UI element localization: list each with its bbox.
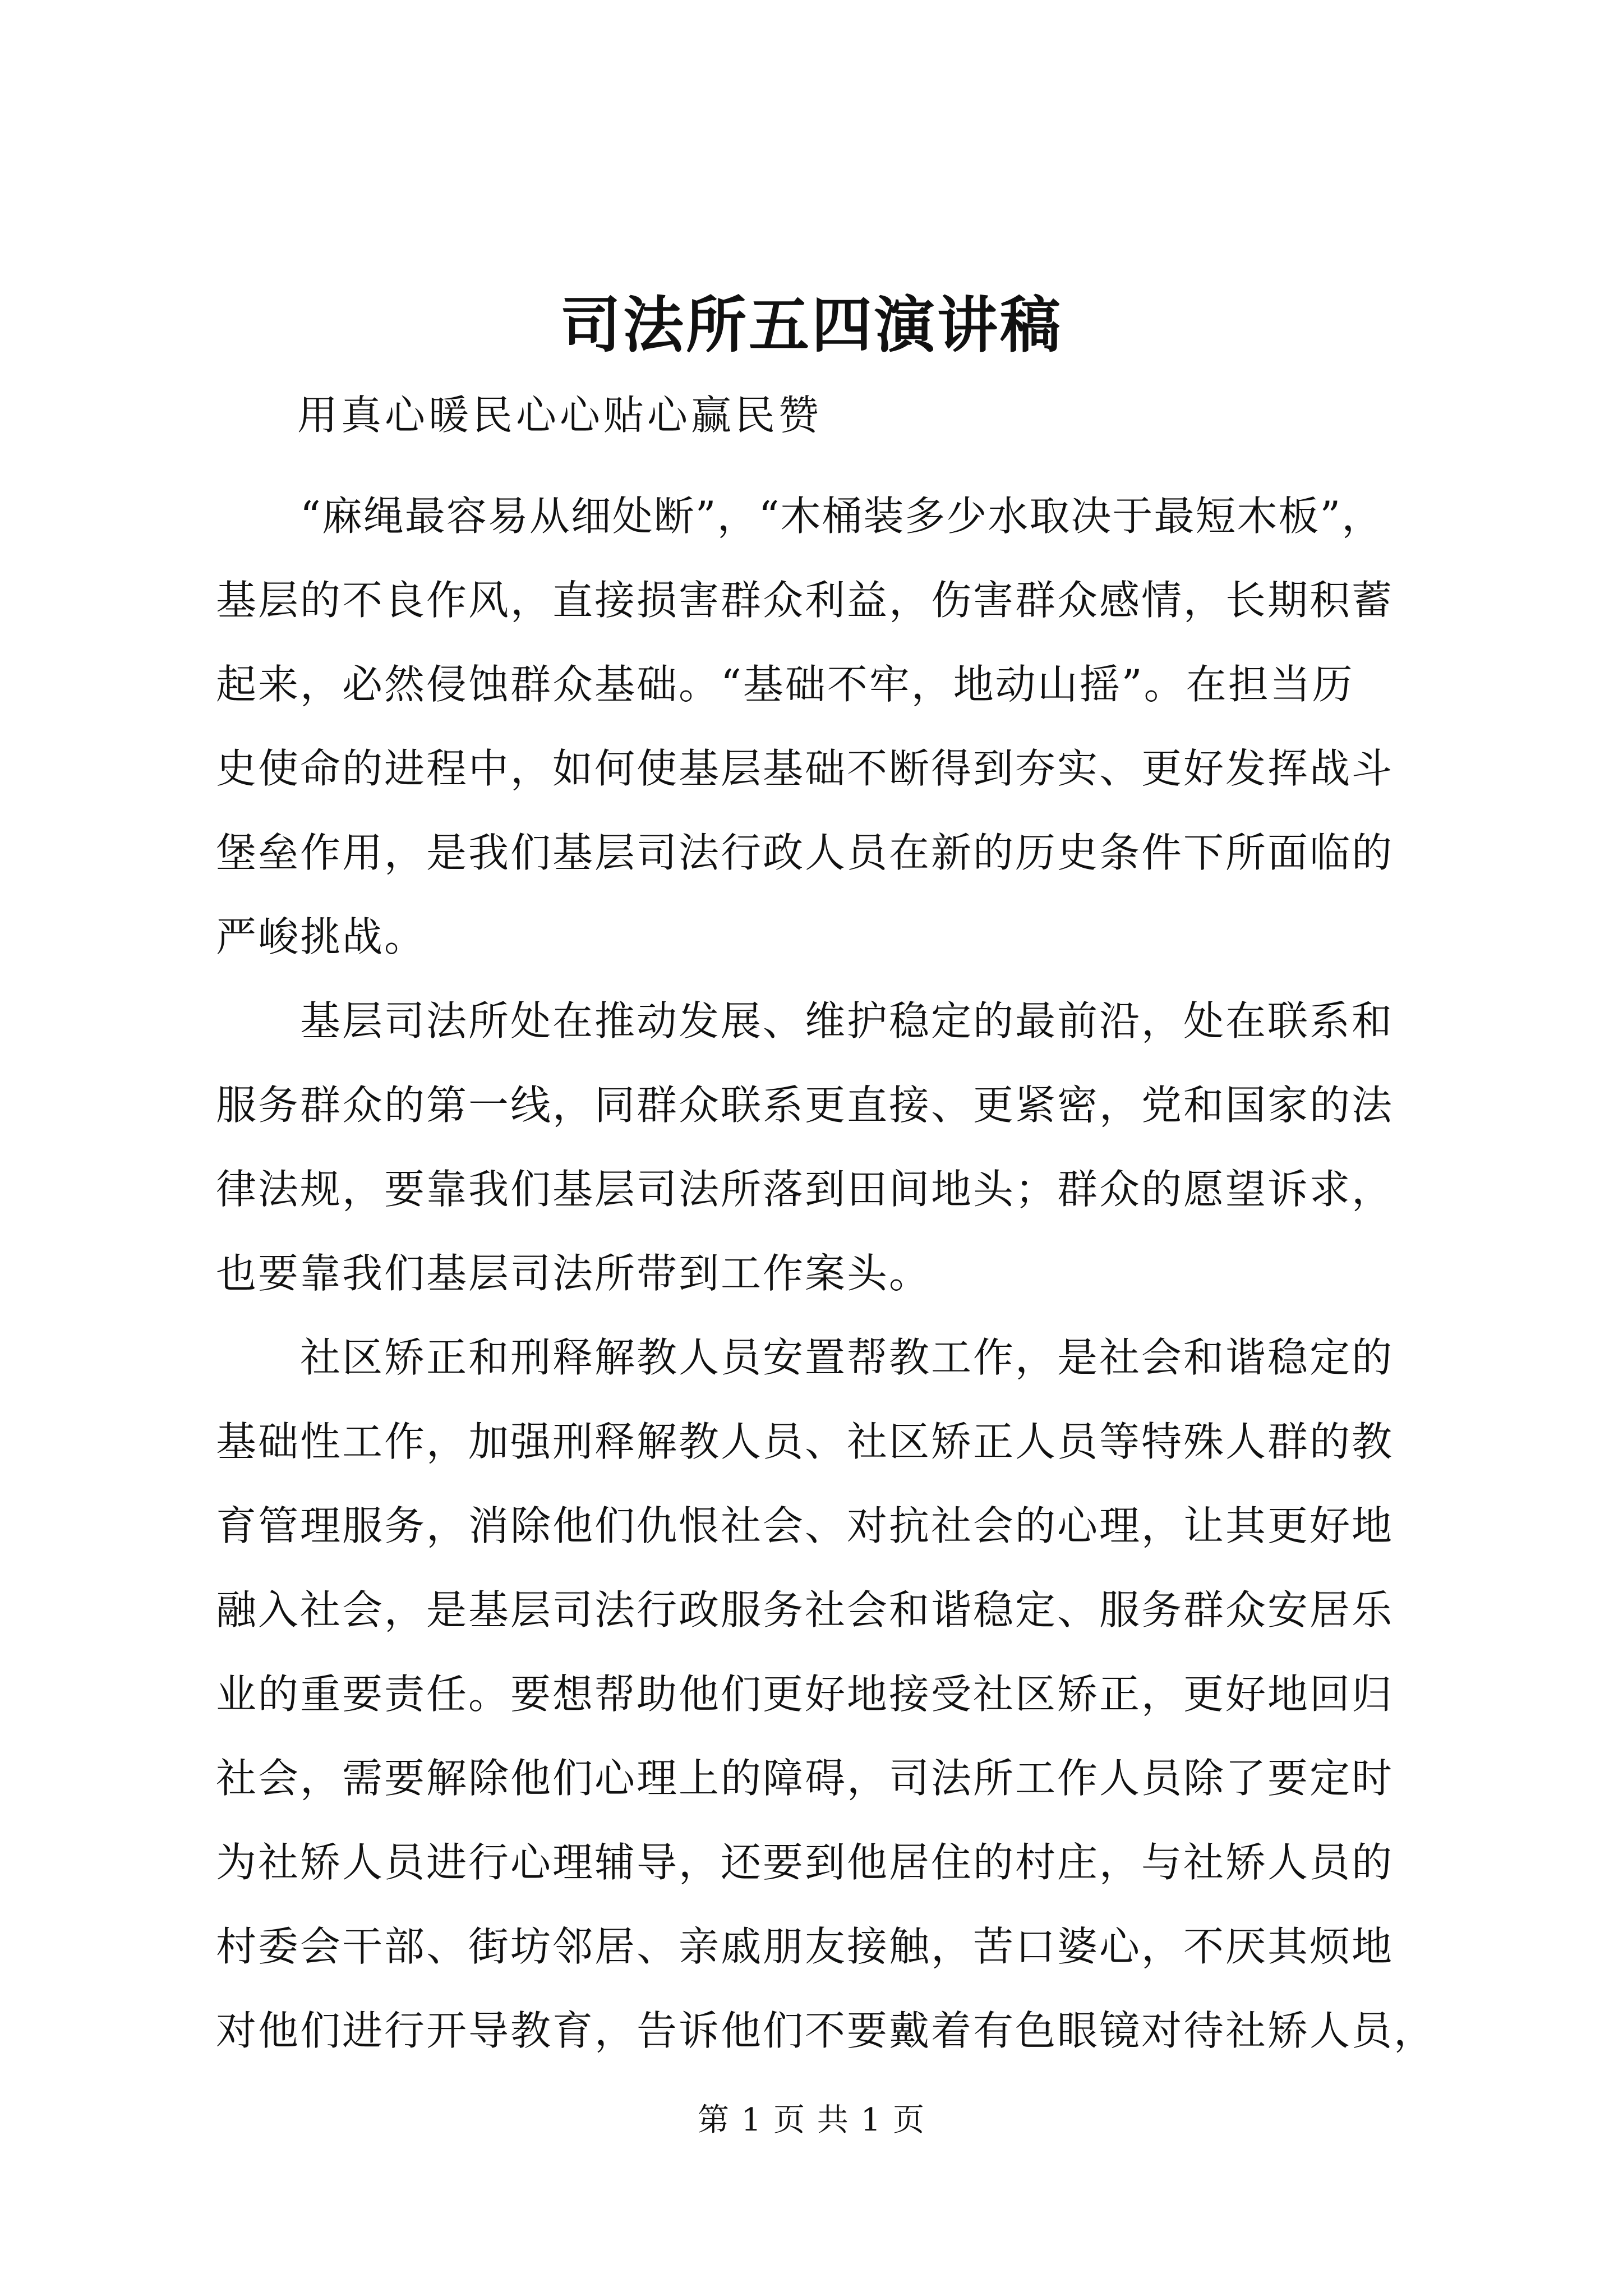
paragraph-line: 起来，必然侵蚀群众基础。“基础不牢，地动山摇”。在担当历 xyxy=(216,661,1354,708)
paragraph-line: 为社矫人员进行心理辅导，还要到他居住的村庄，与社矫人员的 xyxy=(216,1839,1394,1886)
paragraph-line: 律法规，要靠我们基层司法所落到田间地头；群众的愿望诉求， xyxy=(216,1166,1394,1213)
paragraph-line: 基层司法所处在推动发展、维护稳定的最前沿，处在联系和 xyxy=(300,997,1394,1045)
page-footer: 第 1 页 共 1 页 xyxy=(697,2102,926,2138)
paragraph-line: 村委会干部、街坊邻居、亲戚朋友接触，苦口婆心，不厌其烦地 xyxy=(216,1923,1394,1970)
paragraph-1 xyxy=(216,474,1433,979)
paragraph-line: 融入社会，是基层司法行政服务社会和谐稳定、服务群众安居乐 xyxy=(216,1586,1394,1634)
paragraph-line: 严峻挑战。 xyxy=(216,913,427,960)
document-title: 司法所五四演讲稿 xyxy=(560,290,1063,361)
paragraph-line: “麻绳最容易从细处断”，“木桶装多少水取决于最短木板”， xyxy=(300,493,1384,540)
paragraph-line: 基层的不良作风，直接损害群众利益，伤害群众感情，长期积蓄 xyxy=(216,577,1394,624)
paragraph-line: 育管理服务，消除他们仇恨社会、对抗社会的心理，让其更好地 xyxy=(216,1502,1394,1549)
paragraph-line: 社区矫正和刑释解教人员安置帮教工作，是社会和谐稳定的 xyxy=(300,1334,1394,1381)
paragraph-line: 业的重要责任。要想帮助他们更好地接受社区矫正，更好地回归 xyxy=(216,1671,1394,1718)
document-subtitle: 用真心暖民心心贴心赢民赞 xyxy=(297,392,823,439)
document-body xyxy=(216,474,1436,2073)
paragraph-2 xyxy=(216,979,1433,1315)
paragraph-line: 也要靠我们基层司法所带到工作案头。 xyxy=(216,1250,932,1297)
paragraph-line: 对他们进行开导教育，告诉他们不要戴着有色眼镜对待社矫人员， xyxy=(216,2007,1436,2054)
paragraph-line: 史使命的进程中，如何使基层基础不断得到夯实、更好发挥战斗 xyxy=(216,745,1394,792)
paragraph-3 xyxy=(216,1315,1436,2073)
paragraph-line: 服务群众的第一线，同群众联系更直接、更紧密，党和国家的法 xyxy=(216,1082,1394,1129)
paragraph-line: 堡垒作用，是我们基层司法行政人员在新的历史条件下所面临的 xyxy=(216,829,1394,876)
paragraph-line: 基础性工作，加强刑释解教人员、社区矫正人员等特殊人群的教 xyxy=(216,1418,1394,1465)
paragraph-line: 社会，需要解除他们心理上的障碍，司法所工作人员除了要定时 xyxy=(216,1755,1394,1802)
